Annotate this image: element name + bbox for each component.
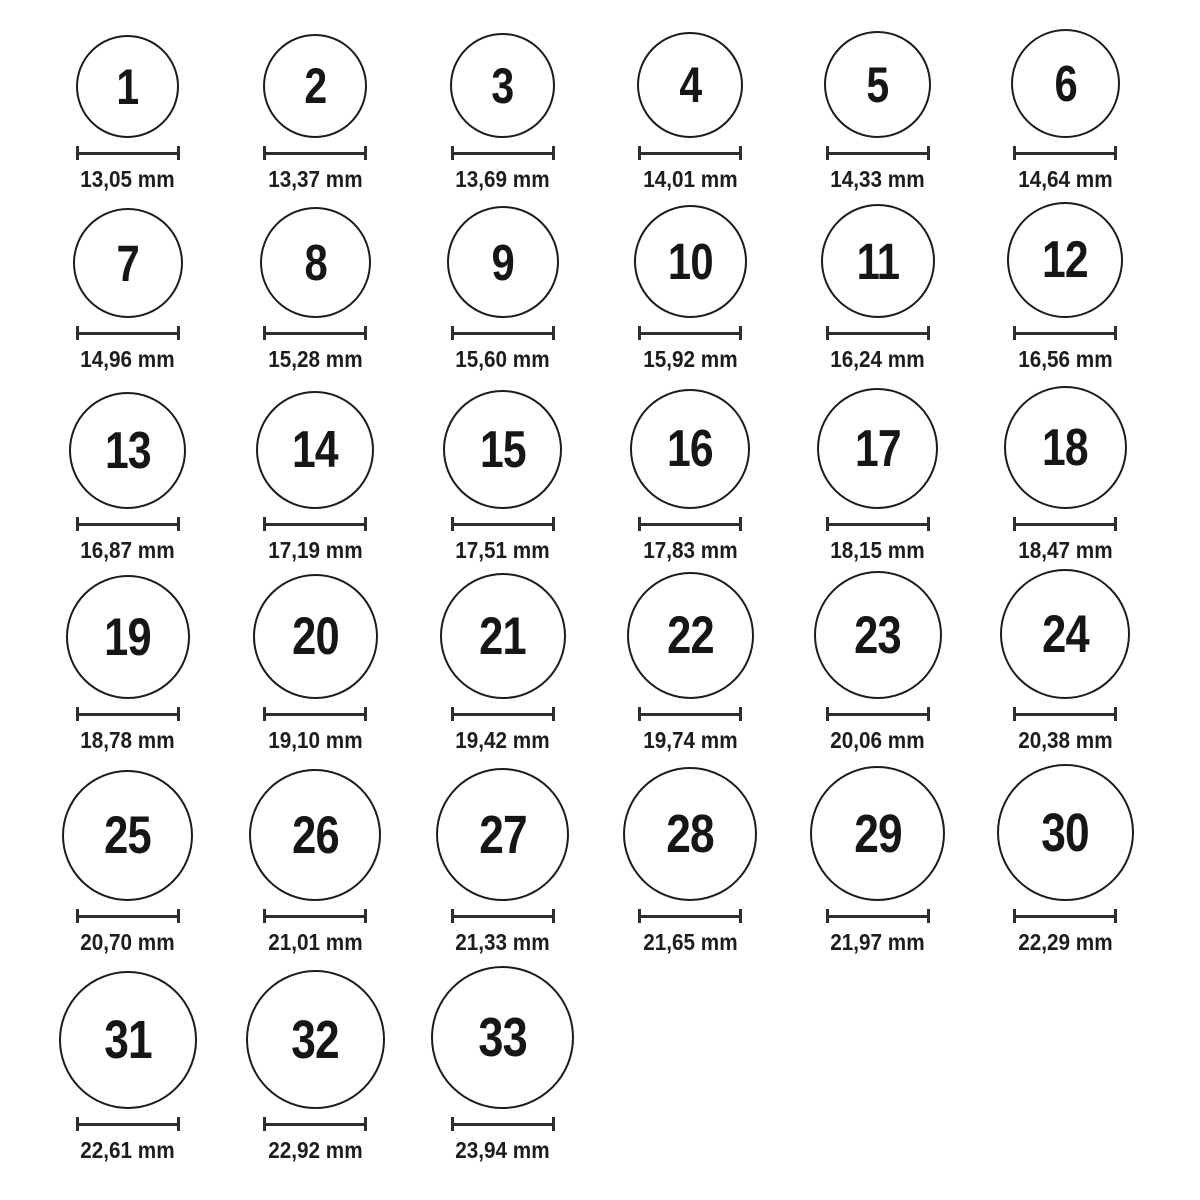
measure-bar <box>641 915 739 918</box>
measure-bar <box>266 152 364 155</box>
diameter-label: 20,38 mm <box>1018 727 1113 753</box>
measure-bar <box>454 1123 552 1126</box>
ring-size-cell <box>409 573 597 756</box>
ring-circle <box>249 769 381 901</box>
measure-bar <box>79 332 177 335</box>
measure-bar <box>829 713 927 716</box>
measure-tick-right-icon <box>364 517 367 531</box>
ring-size-cell <box>597 32 785 195</box>
measure-tick-right-icon <box>927 909 930 923</box>
measure-bar <box>79 713 177 716</box>
ring-size-cell <box>409 206 597 375</box>
diameter-measure-line <box>638 707 742 721</box>
ring-size-number: 13 <box>104 421 151 480</box>
measure-bar <box>829 915 927 918</box>
ring-size-row <box>34 195 1159 375</box>
measure-tick-right-icon <box>364 909 367 923</box>
diameter-measure-line <box>263 326 367 340</box>
ring-size-cell <box>597 572 785 756</box>
ring-size-number: 20 <box>291 607 339 666</box>
measure-tick-right-icon <box>177 517 180 531</box>
measure-tick-right-icon <box>739 909 742 923</box>
ring-circle <box>623 767 757 901</box>
measure-bar <box>829 332 927 335</box>
ring-size-cell <box>409 966 597 1166</box>
measure-tick-right-icon <box>177 707 180 721</box>
measure-tick-right-icon <box>1114 146 1117 160</box>
measure-tick-right-icon <box>552 146 555 160</box>
ring-size-number: 22 <box>666 606 714 665</box>
measure-tick-right-icon <box>739 146 742 160</box>
measure-bar <box>1016 523 1114 526</box>
ring-size-cell <box>222 207 410 375</box>
diameter-label: 22,29 mm <box>1018 929 1113 955</box>
measure-bar <box>1016 152 1114 155</box>
diameter-measure-line <box>263 146 367 160</box>
ring-size-number: 33 <box>478 1006 528 1068</box>
ring-circle <box>1011 29 1120 138</box>
ring-size-number: 19 <box>104 607 152 667</box>
diameter-label: 21,97 mm <box>830 929 925 955</box>
diameter-label: 22,61 mm <box>80 1137 175 1163</box>
ring-circle <box>627 572 754 699</box>
diameter-label: 13,69 mm <box>455 166 550 192</box>
diameter-label: 16,87 mm <box>80 537 175 563</box>
ring-size-number: 28 <box>666 804 715 864</box>
measure-bar <box>641 332 739 335</box>
ring-size-cell <box>222 34 410 195</box>
diameter-measure-line <box>76 326 180 340</box>
measure-bar <box>454 152 552 155</box>
ring-size-row <box>34 566 1159 756</box>
ring-circle <box>1004 386 1127 509</box>
measure-bar <box>1016 915 1114 918</box>
diameter-measure-line <box>263 1117 367 1131</box>
ring-circle <box>246 970 385 1109</box>
diameter-label: 18,78 mm <box>80 727 175 753</box>
diameter-measure-line <box>76 146 180 160</box>
measure-bar <box>454 915 552 918</box>
measure-tick-right-icon <box>739 517 742 531</box>
diameter-measure-line <box>76 909 180 923</box>
diameter-label: 17,19 mm <box>268 537 363 563</box>
ring-circle <box>66 575 190 699</box>
ring-size-number: 17 <box>854 419 901 478</box>
ring-size-cell <box>409 33 597 195</box>
diameter-label: 14,01 mm <box>643 166 738 192</box>
ring-circle <box>59 971 197 1109</box>
ring-size-cell <box>972 29 1160 195</box>
diameter-label: 15,60 mm <box>455 346 550 372</box>
ring-size-row <box>34 0 1159 195</box>
diameter-label: 18,15 mm <box>830 537 925 563</box>
ring-size-number: 14 <box>292 421 339 479</box>
ring-circle <box>630 389 750 509</box>
diameter-measure-line <box>263 909 367 923</box>
measure-tick-right-icon <box>1114 517 1117 531</box>
ring-circle <box>443 390 562 509</box>
measure-tick-right-icon <box>927 517 930 531</box>
ring-size-cell <box>409 390 597 566</box>
measure-tick-right-icon <box>177 909 180 923</box>
ring-circle <box>1007 202 1123 318</box>
ring-size-cell <box>784 31 972 195</box>
measure-bar <box>829 523 927 526</box>
measure-tick-right-icon <box>552 517 555 531</box>
ring-size-cell <box>34 770 222 958</box>
measure-bar <box>641 523 739 526</box>
ring-size-cell <box>34 971 222 1166</box>
diameter-measure-line <box>451 707 555 721</box>
ring-size-number: 12 <box>1042 231 1089 289</box>
measure-bar <box>79 523 177 526</box>
diameter-label: 13,37 mm <box>268 166 363 192</box>
ring-size-cell <box>784 766 972 958</box>
measure-tick-right-icon <box>552 707 555 721</box>
ring-size-cell <box>222 574 410 756</box>
ring-size-cell <box>972 202 1160 375</box>
diameter-label: 20,06 mm <box>830 727 925 753</box>
ring-size-cell <box>34 208 222 375</box>
diameter-label: 20,70 mm <box>80 929 175 955</box>
diameter-label: 14,96 mm <box>80 346 175 372</box>
ring-size-number: 16 <box>667 420 714 478</box>
diameter-measure-line <box>76 707 180 721</box>
ring-size-cell <box>34 575 222 756</box>
diameter-label: 15,92 mm <box>643 346 738 372</box>
diameter-label: 21,65 mm <box>643 929 738 955</box>
measure-bar <box>641 152 739 155</box>
diameter-label: 14,33 mm <box>830 166 925 192</box>
diameter-label: 22,92 mm <box>268 1137 363 1163</box>
ring-size-cell <box>409 768 597 958</box>
ring-circle <box>76 35 179 138</box>
measure-tick-right-icon <box>1114 707 1117 721</box>
ring-size-number: 11 <box>856 232 900 290</box>
ring-size-number: 2 <box>304 58 327 114</box>
measure-bar <box>266 713 364 716</box>
ring-circle <box>253 574 378 699</box>
diameter-measure-line <box>76 517 180 531</box>
ring-size-cell <box>972 764 1160 958</box>
ring-size-number: 3 <box>491 57 514 114</box>
ring-size-number: 31 <box>103 1010 152 1070</box>
ring-size-cell <box>597 389 785 566</box>
measure-tick-right-icon <box>927 326 930 340</box>
measure-tick-right-icon <box>177 1117 180 1131</box>
diameter-label: 18,47 mm <box>1018 537 1113 563</box>
ring-size-number: 27 <box>478 804 527 865</box>
diameter-label: 21,33 mm <box>455 929 550 955</box>
ring-size-number: 15 <box>479 420 526 479</box>
diameter-label: 19,74 mm <box>643 727 738 753</box>
measure-tick-right-icon <box>1114 326 1117 340</box>
diameter-label: 19,42 mm <box>455 727 550 753</box>
measure-tick-right-icon <box>1114 909 1117 923</box>
ring-size-number: 30 <box>1041 802 1090 863</box>
measure-tick-right-icon <box>364 146 367 160</box>
measure-bar <box>454 332 552 335</box>
ring-size-number: 9 <box>491 233 514 291</box>
ring-circle <box>637 32 743 138</box>
diameter-measure-line <box>451 909 555 923</box>
ring-circle <box>821 204 935 318</box>
ring-size-number: 18 <box>1042 418 1089 477</box>
ring-size-cell <box>222 391 410 566</box>
measure-tick-right-icon <box>552 909 555 923</box>
ring-size-number: 23 <box>854 605 902 665</box>
ring-size-number: 26 <box>291 805 339 865</box>
ring-size-cell <box>784 571 972 756</box>
diameter-measure-line <box>76 1117 180 1131</box>
ring-circle <box>450 33 555 138</box>
diameter-measure-line <box>263 517 367 531</box>
diameter-label: 16,24 mm <box>830 346 925 372</box>
diameter-measure-line <box>826 326 930 340</box>
ring-circle <box>810 766 945 901</box>
measure-bar <box>79 915 177 918</box>
measure-bar <box>641 713 739 716</box>
ring-circle <box>824 31 931 138</box>
measure-bar <box>79 152 177 155</box>
measure-tick-right-icon <box>927 707 930 721</box>
diameter-measure-line <box>263 707 367 721</box>
ring-size-number: 6 <box>1054 55 1077 112</box>
diameter-measure-line <box>451 146 555 160</box>
measure-bar <box>79 1123 177 1126</box>
diameter-measure-line <box>451 1117 555 1131</box>
diameter-measure-line <box>826 146 930 160</box>
ring-circle <box>73 208 183 318</box>
ring-circle <box>997 764 1134 901</box>
ring-circle <box>256 391 374 509</box>
ring-size-cell <box>597 767 785 958</box>
ring-size-cell <box>222 769 410 958</box>
diameter-measure-line <box>638 326 742 340</box>
ring-size-cell <box>34 392 222 566</box>
measure-bar <box>829 152 927 155</box>
ring-size-number: 25 <box>104 806 152 865</box>
measure-tick-right-icon <box>177 326 180 340</box>
diameter-label: 13,05 mm <box>80 166 175 192</box>
measure-tick-right-icon <box>364 1117 367 1131</box>
ring-size-number: 21 <box>479 606 527 666</box>
ring-size-number: 1 <box>116 58 139 115</box>
measure-bar <box>454 713 552 716</box>
measure-tick-right-icon <box>739 707 742 721</box>
measure-bar <box>266 1123 364 1126</box>
diameter-label: 14,64 mm <box>1018 166 1113 192</box>
ring-size-number: 29 <box>853 803 902 864</box>
ring-circle <box>260 207 371 318</box>
diameter-measure-line <box>826 707 930 721</box>
ring-size-row <box>34 375 1159 566</box>
measure-tick-right-icon <box>364 326 367 340</box>
measure-bar <box>266 523 364 526</box>
measure-tick-right-icon <box>552 326 555 340</box>
ring-size-cell <box>222 970 410 1166</box>
diameter-measure-line <box>1013 146 1117 160</box>
diameter-measure-line <box>638 146 742 160</box>
ring-size-cell <box>972 569 1160 756</box>
ring-size-number: 24 <box>1041 604 1089 664</box>
diameter-measure-line <box>451 326 555 340</box>
diameter-measure-line <box>826 909 930 923</box>
diameter-measure-line <box>1013 326 1117 340</box>
diameter-measure-line <box>1013 909 1117 923</box>
ring-size-number: 7 <box>116 234 139 292</box>
measure-tick-right-icon <box>739 326 742 340</box>
ring-circle <box>431 966 574 1109</box>
measure-bar <box>454 523 552 526</box>
diameter-measure-line <box>1013 517 1117 531</box>
diameter-measure-line <box>638 517 742 531</box>
ring-circle <box>817 388 938 509</box>
ring-size-number: 8 <box>304 234 327 291</box>
measure-bar <box>1016 713 1114 716</box>
measure-tick-right-icon <box>552 1117 555 1131</box>
ring-size-number: 32 <box>291 1009 340 1070</box>
diameter-label: 15,28 mm <box>268 346 363 372</box>
measure-bar <box>1016 332 1114 335</box>
ring-circle <box>62 770 193 901</box>
ring-circle <box>447 206 559 318</box>
diameter-measure-line <box>638 909 742 923</box>
diameter-measure-line <box>826 517 930 531</box>
measure-tick-right-icon <box>927 146 930 160</box>
ring-size-cell <box>972 386 1160 566</box>
diameter-label: 19,10 mm <box>268 727 363 753</box>
ring-size-number: 4 <box>679 57 702 113</box>
ring-size-row <box>34 756 1159 958</box>
diameter-label: 23,94 mm <box>455 1137 550 1163</box>
ring-size-row <box>34 958 1159 1166</box>
ring-size-cell <box>784 204 972 375</box>
ring-size-cell <box>34 35 222 195</box>
diameter-label: 21,01 mm <box>268 929 363 955</box>
measure-bar <box>266 332 364 335</box>
ring-circle <box>263 34 367 138</box>
ring-circle <box>634 205 747 318</box>
ring-size-number: 5 <box>866 56 889 113</box>
diameter-label: 16,56 mm <box>1018 346 1113 372</box>
ring-circle <box>1000 569 1130 699</box>
diameter-measure-line <box>1013 707 1117 721</box>
diameter-label: 17,51 mm <box>455 537 550 563</box>
diameter-label: 17,83 mm <box>643 537 738 563</box>
measure-tick-right-icon <box>177 146 180 160</box>
ring-circle <box>814 571 942 699</box>
ring-circle <box>436 768 569 901</box>
measure-tick-right-icon <box>364 707 367 721</box>
ring-size-cell <box>784 388 972 566</box>
ring-size-cell <box>597 205 785 375</box>
measure-bar <box>266 915 364 918</box>
diameter-measure-line <box>451 517 555 531</box>
ring-size-number: 10 <box>667 233 713 290</box>
ring-circle <box>69 392 186 509</box>
ring-circle <box>440 573 566 699</box>
